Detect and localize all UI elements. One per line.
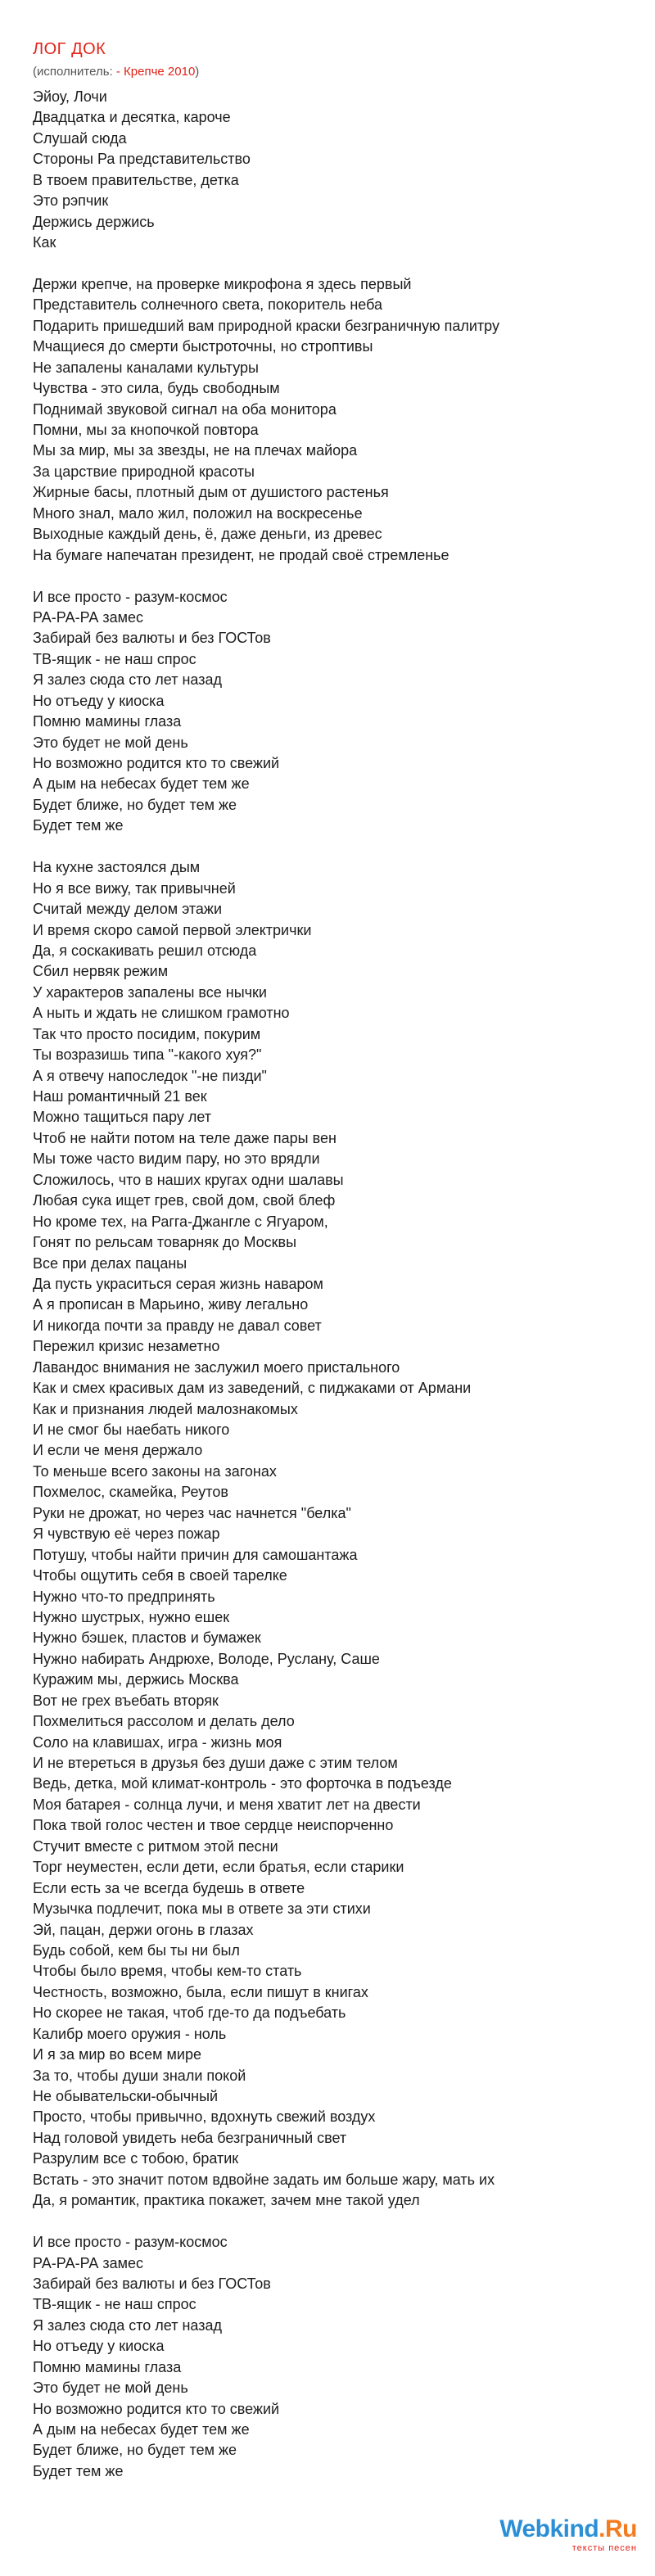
lyrics-line: Соло на клавишах, игра - жизнь моя [33, 1733, 282, 1751]
lyrics-line: Двадцатка и десятка, кароче [33, 109, 231, 126]
lyrics-blank-line [33, 254, 639, 274]
lyrics-line: ТВ-ящик - не наш спрос [33, 2296, 196, 2313]
lyrics-line: Встать - это значит потом вдвойне задать им больше жару, мать их [33, 2171, 495, 2188]
lyrics-line: За царствие природной красоты [33, 463, 255, 480]
lyrics-page [33, 29, 639, 2482]
logo-brand-main: Webkind [499, 2515, 599, 2542]
lyrics-line: За то, чтобы души знали покой [33, 2067, 246, 2084]
lyrics-line: Просто, чтобы привычно, вдохнуть свежий воздух [33, 2108, 376, 2126]
lyrics-line: Слушай сюда [33, 129, 127, 147]
lyrics-line: Музычка подлечит, пока мы в ответе за эти стихи [33, 1900, 371, 1918]
lyrics-line: Чтобы ощутить себя в своей тарелке [33, 1567, 287, 1584]
lyrics-line: На бумаге напечатан президент, не продай своё стремленье [33, 546, 449, 563]
lyrics-line: Да, я романтик, практика покажет, зачем мне такой удел [33, 2192, 420, 2209]
lyrics-line: И все просто - разум-космос [33, 2234, 228, 2251]
lyrics-line: Помни, мы за кнопочкой повтора [33, 422, 259, 438]
lyrics-line: Забирай без валюты и без ГОСТов [33, 630, 271, 647]
lyrics-blank-line [33, 837, 639, 857]
lyrics-line: Забирай без валюты и без ГОСТов [33, 2275, 271, 2292]
lyrics-line: Да пусть украситься серая жизнь наваром [33, 1275, 323, 1292]
lyrics-line: Разрулим все с тобою, братик [33, 2150, 239, 2167]
lyrics-line: Но отъеду у киоска [33, 692, 165, 709]
lyrics-line: Держись держись [33, 213, 155, 230]
lyrics-line: Сложилось, что в наших кругах одни шалавы [33, 1171, 344, 1188]
lyrics-line: Но отъеду у киоска [33, 2338, 165, 2355]
lyrics-line: Наш романтичный 21 век [33, 1088, 207, 1105]
lyrics-line: Я залез сюда сто лет назад [33, 671, 222, 689]
lyrics-line: Моя батарея - солнца лучи, и меня хватит лет на двести [33, 1796, 421, 1813]
lyrics-line: Похмелос, скамейка, Реутов [33, 1484, 228, 1501]
lyrics-line: А я прописан в Марьино, живу легально [33, 1296, 309, 1313]
lyrics-line: И если че меня держало [33, 1442, 203, 1459]
lyrics-line: Торг неуместен, если дети, если братья, если старики [33, 1859, 404, 1876]
lyrics-line: И время скоро самой первой электрички [33, 921, 312, 938]
lyrics-line: Но скорее не такая, чтоб где-то да подъебать [33, 2004, 346, 2022]
lyrics-line: Мы тоже часто видим пару, но это врядли [33, 1150, 320, 1168]
lyrics-text [33, 87, 639, 2482]
lyrics-line: Нужно набирать Андрюхе, Володе, Руслану, Саше [33, 1650, 380, 1667]
logo-wordmark [499, 2515, 637, 2543]
lyrics-line: Ведь, детка, мой климат-контроль - это форточка в подъезде [33, 1775, 452, 1792]
artist-name: Крепче 2010 [124, 65, 196, 79]
lyrics-line: Будь собой, кем бы ты ни был [33, 1941, 240, 1959]
lyrics-line: И никогда почти за правду не давал совет [33, 1317, 322, 1334]
lyrics-line: Будет тем же [33, 2462, 124, 2479]
lyrics-line: Держи крепче, на проверке микрофона я здесь первый [33, 275, 412, 292]
lyrics-line: Гонят по рельсам товарняк до Москвы [33, 1234, 297, 1251]
lyrics-line: Эй, пацан, держи огонь в глазах [33, 1921, 254, 1938]
lyrics-line: Стучит вместе с ритмом этой песни [33, 1837, 278, 1855]
lyrics-line: Над головой увидеть неба безграничный свет [33, 2129, 347, 2146]
lyrics-line: И все просто - разум-космос [33, 588, 228, 605]
song-meta [33, 64, 639, 80]
lyrics-line: ТВ-ящик - не наш спрос [33, 650, 196, 667]
lyrics-line: Не обывательски-обычный [33, 2088, 219, 2104]
artist-prefix: - [115, 65, 124, 79]
lyrics-line: Но я все вижу, так привычней [33, 879, 236, 897]
lyrics-line: Подарить пришедший вам природной краски безграничную палитру [33, 317, 499, 334]
lyrics-line: У характеров запалены все нычки [33, 983, 267, 1001]
lyrics-line: Но кроме тех, на Рагга-Джангле с Ягуаром, [33, 1213, 328, 1230]
logo-brand-domain: .Ru [599, 2515, 637, 2542]
song-title: ЛОГ ДОК [33, 40, 106, 58]
lyrics-line: Руки не дрожат, но через час начнется "белка" [33, 1504, 351, 1521]
lyrics-line: Чтоб не найти потом на теле даже пары вен [33, 1129, 337, 1146]
lyrics-line: Будет тем же [33, 817, 124, 834]
lyrics-line: Если есть за че всегда будешь в ответе [33, 1879, 305, 1896]
lyrics-line: Честность, возможно, была, если пишут в книгах [33, 1983, 368, 2000]
lyrics-line: Это рэпчик [33, 192, 109, 210]
lyrics-line: Мчащиеся до смерти быстроточны, но строптивы [33, 338, 373, 355]
lyrics-line: Пока твой голос честен и твое сердце неиспорченно [33, 1817, 394, 1834]
lyrics-line: Да, я соскакивать решил отсюда [33, 942, 257, 959]
meta-suffix: ) [195, 65, 200, 79]
lyrics-line: Пережил кризис незаметно [33, 1338, 220, 1355]
lyrics-line: Как и признания людей малознакомых [33, 1400, 298, 1417]
lyrics-line: Жирные басы, плотный дым от душистого растенья [33, 484, 389, 501]
lyrics-line: И я за мир во всем мире [33, 2046, 201, 2063]
lyrics-line: Много знал, мало жил, положил на воскресенье [33, 504, 363, 522]
lyrics-line: Куражим мы, держись Москва [33, 1671, 239, 1688]
lyrics-line: Все при делах пацаны [33, 1254, 187, 1272]
lyrics-line: Сбил нервяк режим [33, 963, 169, 980]
lyrics-line: Нужно бэшек, пластов и бумажек [33, 1629, 261, 1647]
lyrics-line: Ты возразишь типа "-какого хуя?" [33, 1046, 262, 1064]
lyrics-line: Как [33, 234, 56, 251]
lyrics-line: Калибр моего оружия - ноль [33, 2025, 227, 2042]
lyrics-line: Нужно что-то предпринять [33, 1588, 215, 1605]
lyrics-blank-line [33, 2212, 639, 2232]
lyrics-line: Так что просто посидим, покурим [33, 1025, 261, 1042]
lyrics-line: То меньше всего законы на загонах [33, 1462, 277, 1480]
lyrics-line: РА-РА-РА замес [33, 608, 144, 626]
lyrics-line: В твоем правительстве, детка [33, 171, 239, 188]
lyrics-line: Но возможно родится кто то свежий [33, 2400, 280, 2417]
lyrics-line: Но возможно родится кто то свежий [33, 755, 280, 771]
lyrics-line: Нужно шустрых, нужно ешек [33, 1608, 230, 1625]
lyrics-line: Это будет не мой день [33, 734, 188, 751]
lyrics-line: Считай между делом этажи [33, 901, 223, 918]
lyrics-line: Это будет не мой день [33, 2379, 188, 2397]
artist-link[interactable] [116, 65, 195, 79]
lyrics-line: Любая сука ищет грев, свой дом, свой блеф [33, 1192, 336, 1209]
lyrics-line: Чтобы было время, чтобы кем-то стать [33, 1963, 302, 1980]
lyrics-line: А я отвечу напоследок "-не пизди" [33, 1067, 267, 1084]
lyrics-line: Лавандос внимания не заслужил моего пристального [33, 1358, 400, 1376]
lyrics-line: И не втереться в друзья без души даже с этим телом [33, 1755, 398, 1771]
lyrics-line: Вот не грех въебать вторяк [33, 1692, 219, 1709]
lyrics-line: Представитель солнечного света, покоритель неба [33, 296, 382, 314]
lyrics-line: Поднимай звуковой сигнал на оба монитора [33, 400, 337, 418]
lyrics-line: Похмелиться рассолом и делать дело [33, 1713, 295, 1730]
lyrics-line: Будет ближе, но будет тем же [33, 796, 237, 813]
logo-tagline: тексты песен [571, 2543, 637, 2553]
lyrics-line: Стороны Ра представительство [33, 151, 251, 168]
lyrics-line: Я залез сюда сто лет назад [33, 2316, 222, 2334]
site-logo[interactable] [499, 2515, 637, 2553]
lyrics-line: Будет ближе, но будет тем же [33, 2442, 237, 2459]
lyrics-line: Не запалены каналами культуры [33, 359, 259, 376]
lyrics-line: Как и смех красивых дам из заведений, с пиджаками от Армани [33, 1380, 472, 1397]
meta-prefix: (исполнитель: [33, 65, 116, 79]
lyrics-line: Чувства - это сила, будь свободным [33, 380, 280, 397]
lyrics-line: На кухне застоялся дым [33, 859, 201, 876]
lyrics-line: Эйоу, Лочи [33, 88, 107, 105]
lyrics-line: Помню мамины глаза [33, 713, 182, 730]
lyrics-line: Выходные каждый день, ё, даже деньги, из древес [33, 526, 382, 543]
lyrics-blank-line [33, 566, 639, 586]
lyrics-line: Помню мамины глаза [33, 2358, 182, 2375]
lyrics-line: Я чувствую её через пожар [33, 1525, 220, 1543]
lyrics-line: И не смог бы наебать никого [33, 1421, 230, 1438]
lyrics-line: А дым на небесах будет тем же [33, 775, 250, 793]
lyrics-line: А дым на небесах будет тем же [33, 2421, 250, 2438]
lyrics-line: РА-РА-РА замес [33, 2254, 144, 2271]
lyrics-line: Потушу, чтобы найти причин для самошантажа [33, 1546, 358, 1563]
lyrics-line: Мы за мир, мы за звезды, не на плечах майора [33, 442, 358, 459]
lyrics-line: Можно тащиться пару лет [33, 1109, 212, 1126]
lyrics-line: А ныть и ждать не слишком грамотно [33, 1005, 290, 1022]
